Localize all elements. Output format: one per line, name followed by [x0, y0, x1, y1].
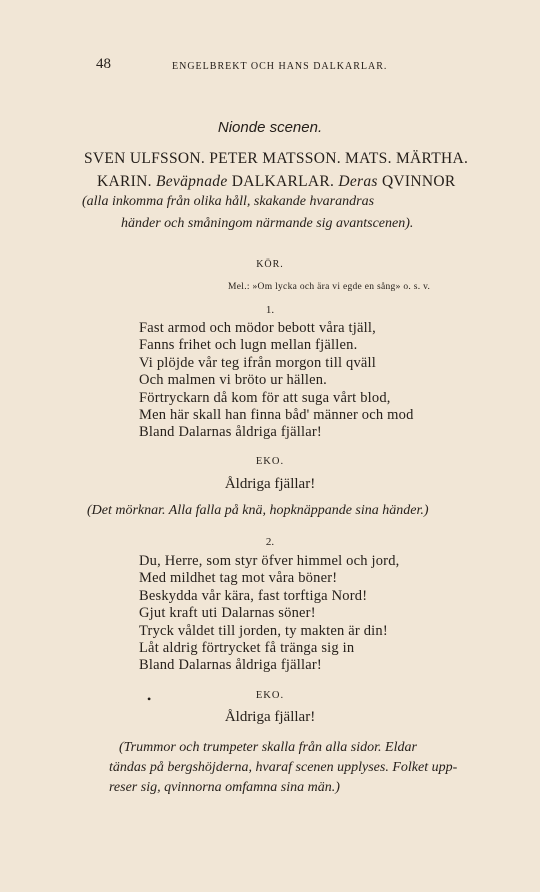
cast-karin: KARIN. — [97, 173, 152, 190]
stage-direction-3-line-1: (Trummor och trumpeter skalla från alla sidor. Eldar — [119, 740, 417, 755]
verse-2 — [139, 553, 399, 675]
echo-label-2: EKO. — [255, 690, 285, 701]
stage-direction-3-line-2: tändas på bergshöjderna, hvaraf scenen upplyses. Folket upp- — [109, 760, 458, 775]
verse-line: Men här skall han finna båd' männer och mod — [139, 407, 414, 424]
verse-line: Fast armod och mödor bebott våra tjäll, — [139, 320, 376, 336]
bullet-mark: • — [147, 692, 152, 706]
stage-direction-2: (Det mörknar. Alla falla på knä, hopknäppande sina händer.) — [87, 503, 429, 518]
verse-line: Med mildhet tag mot våra böner! — [139, 570, 338, 587]
verse-2-number: 2. — [265, 536, 275, 548]
verse-line: Du, Herre, som styr öfver himmel och jord, — [139, 553, 400, 569]
scene-title: Nionde scenen. — [217, 119, 323, 136]
verse-line: Tryck våldet till jorden, ty makten är din! — [139, 622, 388, 639]
stage-direction-1-line-1: (alla inkomma från olika håll, skakande hvarandras — [82, 194, 375, 209]
echo-line-2: Åldriga fjällar! — [224, 709, 316, 725]
running-title: ENGELBREKT OCH HANS DALKARLAR. — [172, 61, 388, 72]
cast-bevapnade: Beväpnade — [155, 173, 228, 190]
verse-line: Gjut kraft uti Dalarnas söner! — [139, 605, 316, 622]
stage-direction-3 — [109, 738, 458, 798]
verse-line: Fanns frihet och lugn mellan fjällen. — [139, 337, 358, 354]
stage-direction-1-line-2: händer och småningom närmande sig avantscenen). — [121, 216, 414, 231]
verse-line: Vi plöjde vår teg ifrån morgon till qväll — [139, 354, 376, 371]
verse-line: Förtryckarn då kom för att suga vårt blod, — [139, 389, 391, 406]
stage-direction-3-line-3: reser sig, qvinnorna omfamna sina män.) — [109, 780, 340, 795]
verse-line: Bland Dalarnas åldriga fjällar! — [139, 657, 322, 674]
verse-line: Låt aldrig förtrycket få tränga sig in — [139, 640, 355, 657]
cast-deras: Deras — [338, 173, 378, 190]
verse-1-number: 1. — [265, 304, 275, 316]
verse-line: Och malmen vi bröto ur hällen. — [139, 372, 328, 389]
echo-line-1: Åldriga fjällar! — [224, 476, 316, 492]
cast-line-2 — [97, 173, 456, 191]
chorus-label: KÖR. — [256, 259, 284, 270]
page-number: 48 — [96, 56, 111, 72]
echo-label-1: EKO. — [255, 456, 285, 467]
cast-line-1: SVEN ULFSSON. PETER MATSSON. MATS. MÄRTHA. — [84, 150, 469, 167]
verse-line: Beskydda vår kära, fast torftiga Nord! — [139, 587, 368, 604]
verse-1 — [139, 320, 414, 442]
cast-qvinnor: QVINNOR — [381, 173, 456, 190]
verse-line: Bland Dalarnas åldriga fjällar! — [139, 424, 322, 441]
cast-dalkarlar: DALKARLAR. — [231, 173, 335, 190]
melody-note: Mel.: »Om lycka och ära vi egde en sång» o. s. v. — [228, 282, 431, 292]
